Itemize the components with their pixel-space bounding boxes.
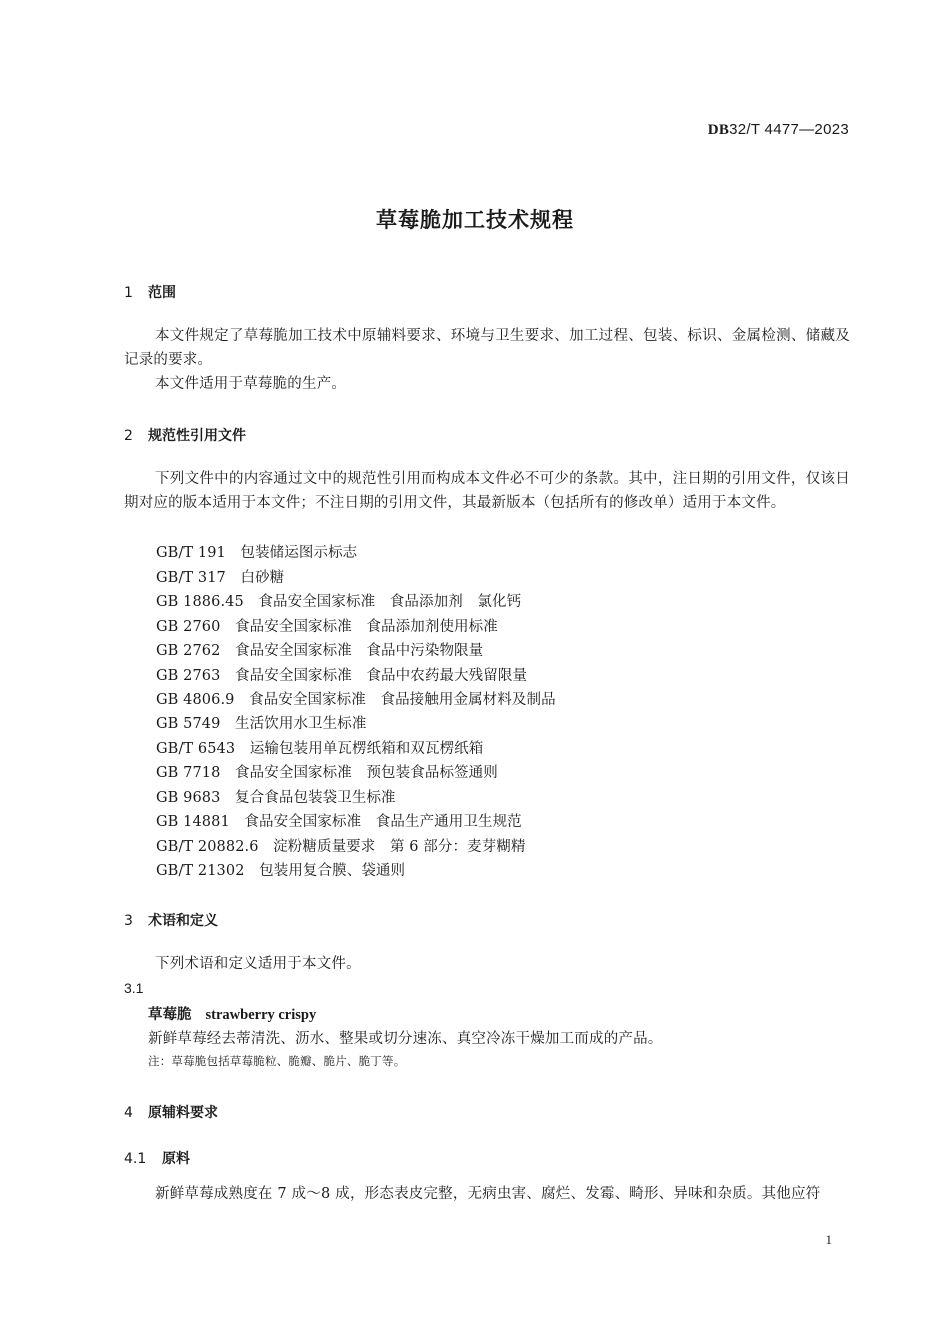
reference-item: GB 14881 食品安全国家标准 食品生产通用卫生规范 — [156, 814, 522, 830]
term-name-cn: 草莓脆 — [148, 1006, 192, 1023]
section-title: 原辅料要求 — [148, 1105, 218, 1121]
standard-code-number: 32/T 4477—2023 — [729, 121, 849, 138]
section-title: 术语和定义 — [148, 913, 218, 929]
standard-code-prefix: DB — [707, 122, 730, 138]
reference-item: GB/T 20882.6 淀粉糖质量要求 第 6 部分：麦芽糊精 — [156, 839, 526, 855]
page-number: 1 — [825, 1232, 832, 1247]
section-1-paragraph-2: 本文件适用于草莓脆的生产。 — [155, 376, 347, 392]
term-number: 3.1 — [124, 980, 144, 996]
section-title: 规范性引用文件 — [148, 428, 246, 444]
term-name — [148, 1003, 316, 1024]
section-title: 范围 — [148, 285, 176, 301]
reference-item: GB/T 21302 包装用复合膜、袋通则 — [156, 863, 406, 879]
section-2-paragraph-1: 下列文件中的内容通过文中的规范性引用而构成本文件必不可少的条款。其中，注日期的引用文件，仅该日期对应的版本适用于本文件；不注日期的引用文件，其最新版本（包括所有的修改单）适用于本文件。 — [124, 471, 850, 511]
reference-item: GB 2760 食品安全国家标准 食品添加剂使用标准 — [156, 619, 498, 635]
section-number: 3 — [124, 913, 133, 929]
reference-item: GB 1886.45 食品安全国家标准 食品添加剂 氯化钙 — [156, 594, 522, 610]
section-4-heading — [124, 1102, 218, 1122]
term-name-en: strawberry crispy — [205, 1007, 317, 1023]
reference-item: GB 2762 食品安全国家标准 食品中污染物限量 — [156, 643, 484, 659]
section-number: 2 — [124, 428, 133, 444]
standard-code — [0, 121, 849, 139]
reference-item: GB/T 6543 运输包装用单瓦楞纸箱和双瓦楞纸箱 — [156, 741, 484, 757]
section-3-paragraph-1: 下列术语和定义适用于本文件。 — [155, 956, 361, 972]
subsection-title: 原料 — [162, 1151, 190, 1167]
section-3-heading — [124, 910, 218, 930]
section-4-1-paragraph: 新鲜草莓成熟度在 7 成～8 成，形态表皮完整，无病虫害、腐烂、发霉、畸形、异味和杂质。其他应符 — [155, 1186, 821, 1202]
reference-item: GB 4806.9 食品安全国家标准 食品接触用金属材料及制品 — [156, 692, 556, 708]
reference-item: GB/T 191 包装储运图示标志 — [156, 545, 358, 561]
reference-item: GB/T 317 白砂糖 — [156, 570, 285, 586]
subsection-number: 4.1 — [124, 1151, 147, 1167]
reference-item: GB 2763 食品安全国家标准 食品中农药最大残留限量 — [156, 668, 528, 684]
term-note: 注：草莓脆包括草莓脆粒、脆瓣、脆片、脆丁等。 — [148, 1054, 406, 1068]
section-1-heading — [124, 282, 176, 302]
section-number: 4 — [124, 1105, 133, 1121]
section-1-paragraph-1: 本文件规定了草莓脆加工技术中原辅料要求、环境与卫生要求、加工过程、包装、标识、金属检测、储藏及记录的要求。 — [124, 328, 850, 368]
subsection-4-1-heading — [124, 1148, 190, 1168]
reference-item: GB 9683 复合食品包装袋卫生标准 — [156, 790, 396, 806]
reference-item: GB 7718 食品安全国家标准 预包装食品标签通则 — [156, 765, 498, 781]
section-2-heading — [124, 425, 246, 445]
section-number: 1 — [124, 285, 133, 301]
term-definition: 新鲜草莓经去蒂清洗、沥水、整果或切分速冻、真空冷冻干燥加工而成的产品。 — [148, 1031, 663, 1047]
document-title: 草莓脆加工技术规程 — [376, 208, 574, 232]
reference-item: GB 5749 生活饮用水卫生标准 — [156, 716, 367, 732]
